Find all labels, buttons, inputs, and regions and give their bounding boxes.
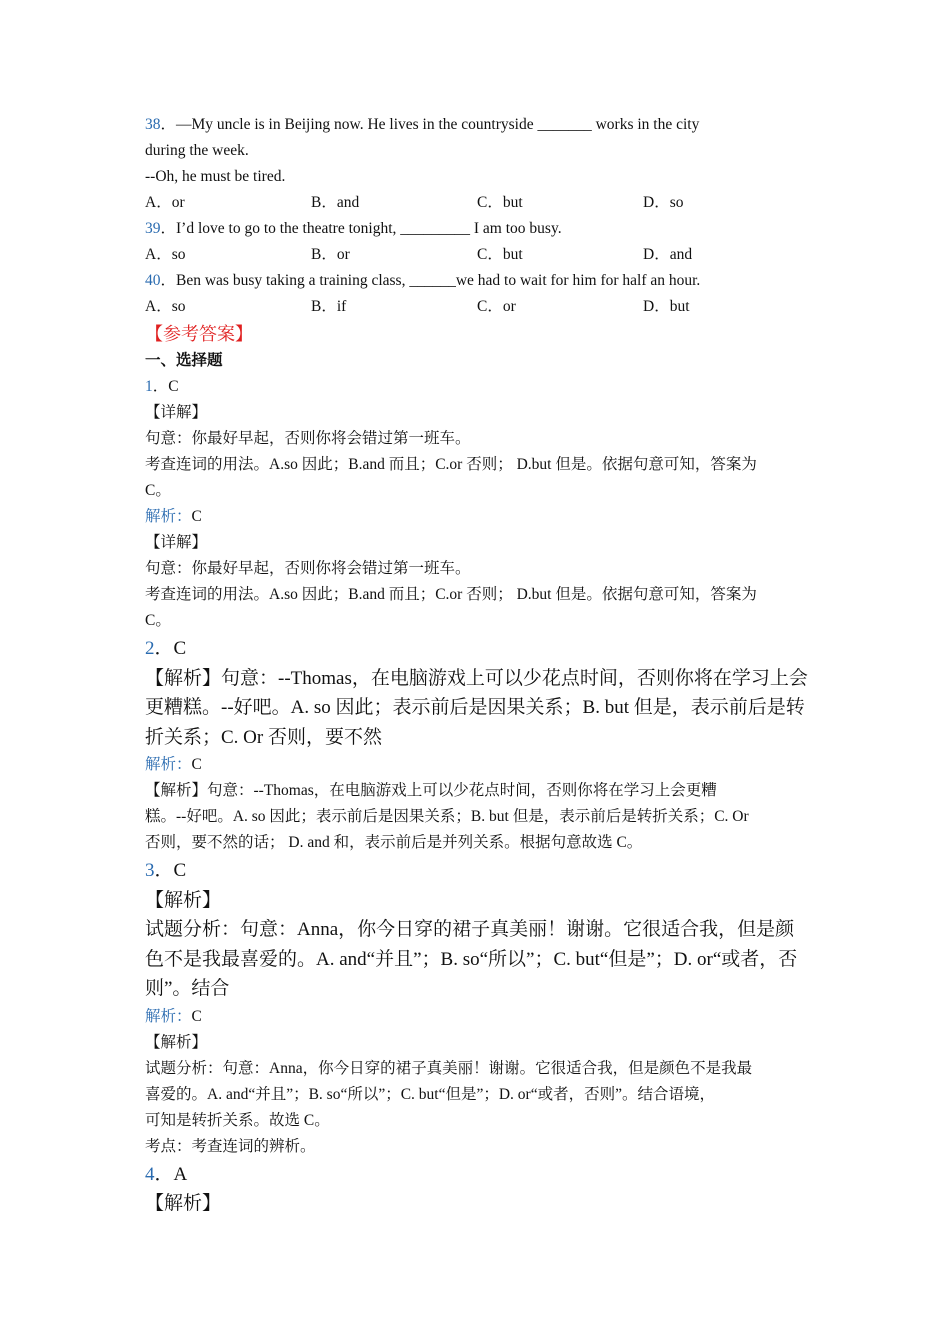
question-number: 40 bbox=[145, 272, 161, 289]
question-stem: ．I’d love to go to the theatre tonight, _________ I am too busy. bbox=[160, 220, 562, 237]
answer-header: 【参考答案】 bbox=[145, 324, 253, 344]
answer-value: ．C bbox=[154, 638, 187, 659]
question-39-options bbox=[145, 242, 810, 268]
explanation-line: 糕。--好吧。A. so 因此；表示前后是因果关系；B. but 但是，表示前后是转折关系；C. Or bbox=[145, 808, 749, 825]
explanation-line: 句意：你最好早起，否则你将会错过第一班车。 bbox=[145, 560, 471, 577]
explanation-line: C。 bbox=[145, 612, 171, 629]
explanation-line: 考点：考查连词的辨析。 bbox=[145, 1137, 316, 1155]
answer-2 bbox=[145, 634, 810, 664]
question-number: 39 bbox=[145, 220, 161, 237]
question-number: 38 bbox=[145, 116, 161, 133]
answer-value: ．C bbox=[152, 378, 179, 395]
option-a: A．so bbox=[145, 246, 186, 263]
explanation-line: C。 bbox=[145, 482, 171, 499]
analysis-heading: 【解析】 bbox=[145, 1193, 222, 1214]
question-38-line-2: during the week. bbox=[145, 142, 249, 159]
explanation-line: 喜爱的。A. and“并且”；B. so“所以”；C. but“但是”；D. or“或者，否则”。结合语境， bbox=[145, 1085, 715, 1103]
explanation-line: 考查连词的用法。A.so 因此；B.and 而且；C.or 否则； D.but 但是。依据句意可知，答案为 bbox=[145, 456, 757, 473]
question-38-options bbox=[145, 190, 810, 216]
answer-1 bbox=[145, 374, 810, 400]
answer-number: 2 bbox=[145, 638, 155, 659]
explanation-large: 【解析】句意：--Thomas，在电脑游戏上可以少花点时间，否则你将在学习上会更糟糕。--好吧。A. so 因此；表示前后是因果关系；B. but 但是，表示前后是转折关系；C. Or 否则，要不然 bbox=[145, 667, 808, 748]
option-d: D．so bbox=[643, 194, 684, 211]
explanation-line: 考查连词的用法。A.so 因此；B.and 而且；C.or 否则； D.but 但是。依据句意可知，答案为 bbox=[145, 586, 757, 603]
explanation-line: 否则，要不然的话； D. and 和，表示前后是并列关系。根据句意故选 C。 bbox=[145, 834, 643, 851]
analysis-label: 解析： bbox=[145, 756, 192, 773]
answer-value: ．C bbox=[154, 860, 187, 881]
answer-value: ．A bbox=[154, 1163, 188, 1185]
analysis-heading: 【解析】 bbox=[145, 889, 222, 911]
question-stem: ．Ben was busy taking a training class, ______we had to wait for him for half an hour. bbox=[160, 272, 701, 289]
detail-heading: 【详解】 bbox=[145, 534, 208, 551]
question-38-line-1 bbox=[145, 112, 810, 138]
option-a: A．or bbox=[145, 194, 185, 211]
answer-number: 3 bbox=[145, 860, 155, 881]
detail-heading: 【详解】 bbox=[145, 404, 208, 421]
answer-4 bbox=[145, 1160, 810, 1190]
option-a: A．so bbox=[145, 298, 186, 315]
option-b: B．and bbox=[311, 194, 360, 211]
option-b: B．if bbox=[311, 298, 347, 315]
answer-number: 1 bbox=[145, 378, 153, 395]
explanation-line: 句意：你最好早起，否则你将会错过第一班车。 bbox=[145, 430, 471, 447]
analysis-label: 解析： bbox=[145, 1007, 192, 1025]
question-40-line-1 bbox=[145, 268, 810, 294]
analysis-value: C bbox=[191, 756, 202, 773]
analysis-value: C bbox=[191, 508, 202, 525]
analysis-value: C bbox=[191, 1007, 202, 1025]
explanation-line: 可知是转折关系。故选 C。 bbox=[145, 1111, 330, 1129]
document-page bbox=[145, 112, 810, 1219]
option-d: D．but bbox=[643, 298, 690, 315]
question-stem: ．—My uncle is in Beijing now. He lives in the countryside _______ works in the city bbox=[160, 116, 700, 133]
explanation-large: 试题分析：句意：Anna，你今日穿的裙子真美丽！谢谢。它很适合我，但是颜色不是我最喜爱的。A. and“并且”；B. so“所以”；C. but“但是”；D. or“或者，否则”。结合 bbox=[145, 919, 798, 999]
option-c: C．or bbox=[477, 298, 516, 315]
answer-3 bbox=[145, 856, 810, 886]
analysis-label: 解析： bbox=[145, 508, 192, 525]
analysis-answer bbox=[145, 1004, 810, 1030]
option-d: D．and bbox=[643, 246, 693, 263]
question-39-line-1 bbox=[145, 216, 810, 242]
analysis-heading: 【解析】 bbox=[145, 1033, 208, 1051]
analysis-answer bbox=[145, 504, 810, 530]
analysis-answer bbox=[145, 752, 810, 778]
explanation-line: 试题分析：句意：Anna，你今日穿的裙子真美丽！谢谢。它很适合我，但是颜色不是我最 bbox=[145, 1059, 753, 1077]
option-b: B．or bbox=[311, 246, 350, 263]
option-c: C．but bbox=[477, 194, 523, 211]
option-c: C．but bbox=[477, 246, 523, 263]
question-38-line-3: --Oh, he must be tired. bbox=[145, 168, 286, 185]
section-title: 一、选择题 bbox=[145, 352, 223, 369]
explanation-line: 【解析】句意：--Thomas，在电脑游戏上可以少花点时间，否则你将在学习上会更糟 bbox=[145, 782, 717, 799]
question-40-options bbox=[145, 294, 810, 320]
answer-number: 4 bbox=[145, 1163, 155, 1185]
